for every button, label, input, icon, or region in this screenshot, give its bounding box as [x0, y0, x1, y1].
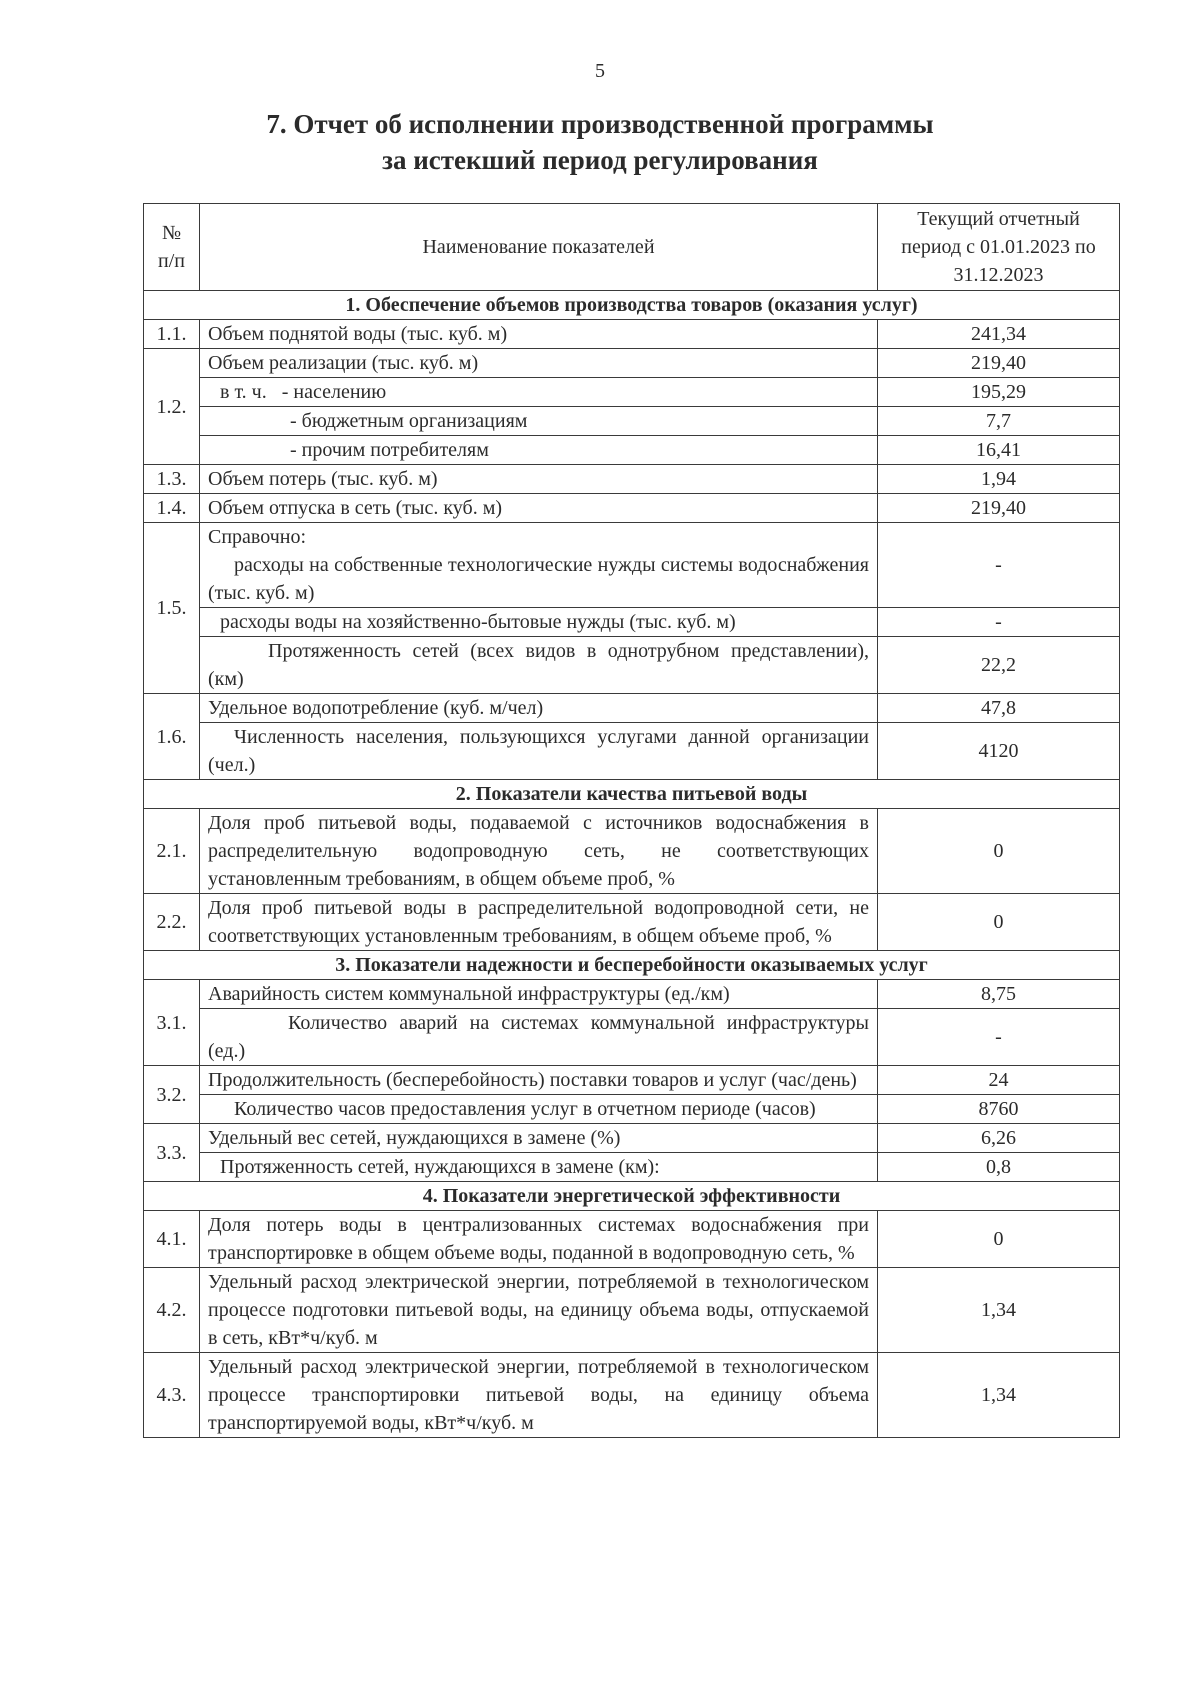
section-row [144, 780, 1120, 809]
header-num: № п/п [144, 204, 200, 291]
row-name: Доля потерь воды в централизованных системах водоснабжения при транспортировке в общем объеме воды, поданной в водопроводную сеть, % [200, 1211, 878, 1268]
row-name: Объем потерь (тыс. куб. м) [200, 465, 878, 494]
row-num: 3.3. [144, 1124, 200, 1182]
table-row [144, 637, 1120, 694]
table-row [144, 1095, 1120, 1124]
title-line-2: за истекший период регулирования [382, 145, 818, 175]
row-name: Количество часов предоставления услуг в отчетном периоде (часов) [200, 1095, 878, 1124]
section-3-title: 3. Показатели надежности и бесперебойности оказываемых услуг [144, 951, 1120, 980]
row-name: Объем поднятой воды (тыс. куб. м) [200, 320, 878, 349]
row-num: 4.3. [144, 1353, 200, 1438]
row-name: Численность населения, пользующихся услугами данной организации (чел.) [200, 723, 878, 780]
row-name: Объем отпуска в сеть (тыс. куб. м) [200, 494, 878, 523]
row-num: 2.2. [144, 894, 200, 951]
table-row [144, 980, 1120, 1009]
table-row [144, 1066, 1120, 1095]
row-value: - [878, 523, 1120, 608]
row-name: Удельное водопотребление (куб. м/чел) [200, 694, 878, 723]
row-num: 4.1. [144, 1211, 200, 1268]
table-row [144, 1211, 1120, 1268]
row-num: 1.1. [144, 320, 200, 349]
table-row [144, 320, 1120, 349]
table-row [144, 523, 1120, 608]
row-value: 6,26 [878, 1124, 1120, 1153]
row-name: Продолжительность (бесперебойность) поставки товаров и услуг (час/день) [200, 1066, 878, 1095]
row-name: - бюджетным организациям [200, 407, 878, 436]
row-name-label: Справочно: [208, 526, 307, 548]
row-value: - [878, 608, 1120, 637]
row-value: 47,8 [878, 694, 1120, 723]
table-row [144, 1153, 1120, 1182]
row-name: Количество аварий на системах коммунальной инфраструктуры (ед.) [200, 1009, 878, 1066]
table-row [144, 494, 1120, 523]
row-value: 241,34 [878, 320, 1120, 349]
row-num: 1.3. [144, 465, 200, 494]
header-name: Наименование показателей [200, 204, 878, 291]
row-name: Протяженность сетей, нуждающихся в замене (км): [200, 1153, 878, 1182]
row-name: - прочим потребителям [200, 436, 878, 465]
section-2-title: 2. Показатели качества питьевой воды [144, 780, 1120, 809]
row-value: 22,2 [878, 637, 1120, 694]
page-title [0, 106, 1200, 178]
row-num: 3.2. [144, 1066, 200, 1124]
page-number: 5 [595, 60, 605, 82]
table-row [144, 608, 1120, 637]
row-num: 1.4. [144, 494, 200, 523]
row-name: Удельный вес сетей, нуждающихся в замене (%) [200, 1124, 878, 1153]
row-name: Доля проб питьевой воды в распределительной водопроводной сети, не соответствующих установленным требованиям, в общем объеме проб, % [200, 894, 878, 951]
row-value: 195,29 [878, 378, 1120, 407]
section-row [144, 1182, 1120, 1211]
section-row [144, 291, 1120, 320]
table-header-row [144, 204, 1120, 291]
row-value: 219,40 [878, 349, 1120, 378]
row-value: 8,75 [878, 980, 1120, 1009]
table-row [144, 465, 1120, 494]
row-num: 1.2. [144, 349, 200, 465]
row-name: Протяженность сетей (всех видов в однотрубном представлении), (км) [200, 637, 878, 694]
row-name [200, 523, 878, 608]
row-value: 16,41 [878, 436, 1120, 465]
row-value: 0 [878, 809, 1120, 894]
row-value: 1,34 [878, 1268, 1120, 1353]
row-value: 7,7 [878, 407, 1120, 436]
row-value: - [878, 1009, 1120, 1066]
section-4-title: 4. Показатели энергетической эффективности [144, 1182, 1120, 1211]
row-value: 0 [878, 1211, 1120, 1268]
row-num: 3.1. [144, 980, 200, 1066]
row-num: 1.6. [144, 694, 200, 780]
table-row [144, 1268, 1120, 1353]
row-name: Объем реализации (тыс. куб. м) [200, 349, 878, 378]
table-row [144, 723, 1120, 780]
title-line-1: 7. Отчет об исполнении производственной программы [266, 109, 934, 139]
row-name: расходы воды на хозяйственно-бытовые нужды (тыс. куб. м) [200, 608, 878, 637]
row-value: 0 [878, 894, 1120, 951]
table-row [144, 809, 1120, 894]
row-num: 2.1. [144, 809, 200, 894]
table-row [144, 894, 1120, 951]
row-name: в т. ч. - населению [200, 378, 878, 407]
row-value: 1,94 [878, 465, 1120, 494]
section-row [144, 951, 1120, 980]
row-value: 4120 [878, 723, 1120, 780]
table-row [144, 1009, 1120, 1066]
header-period: Текущий отчетный период с 01.01.2023 по 31.12.2023 [878, 204, 1120, 291]
row-num: 1.5. [144, 523, 200, 694]
row-value: 24 [878, 1066, 1120, 1095]
row-num: 4.2. [144, 1268, 200, 1353]
report-table [143, 203, 1120, 1438]
row-name: Аварийность систем коммунальной инфраструктуры (ед./км) [200, 980, 878, 1009]
table-row [144, 349, 1120, 378]
row-name: Удельный расход электрической энергии, потребляемой в технологическом процессе подготовки питьевой воды, на единицу объема воды, отпускаемой в сеть, кВт*ч/куб. м [200, 1268, 878, 1353]
row-name: Доля проб питьевой воды, подаваемой с источников водоснабжения в распределительную водопроводную сеть, не соответствующих установленным требованиям, в общем объеме проб, % [200, 809, 878, 894]
row-value: 1,34 [878, 1353, 1120, 1438]
row-name: Удельный расход электрической энергии, потребляемой в технологическом процессе транспортировки питьевой воды, на единицу объема транспортируемой воды, кВт*ч/куб. м [200, 1353, 878, 1438]
table-row [144, 1124, 1120, 1153]
row-value: 219,40 [878, 494, 1120, 523]
row-value: 0,8 [878, 1153, 1120, 1182]
section-1-title: 1. Обеспечение объемов производства товаров (оказания услуг) [144, 291, 1120, 320]
table-row [144, 378, 1120, 407]
row-value: 8760 [878, 1095, 1120, 1124]
table-row [144, 407, 1120, 436]
table-row [144, 1353, 1120, 1438]
table-row [144, 436, 1120, 465]
table-row [144, 694, 1120, 723]
row-name-text: расходы на собственные технологические нужды системы водоснабжения (тыс. куб. м) [208, 554, 869, 604]
